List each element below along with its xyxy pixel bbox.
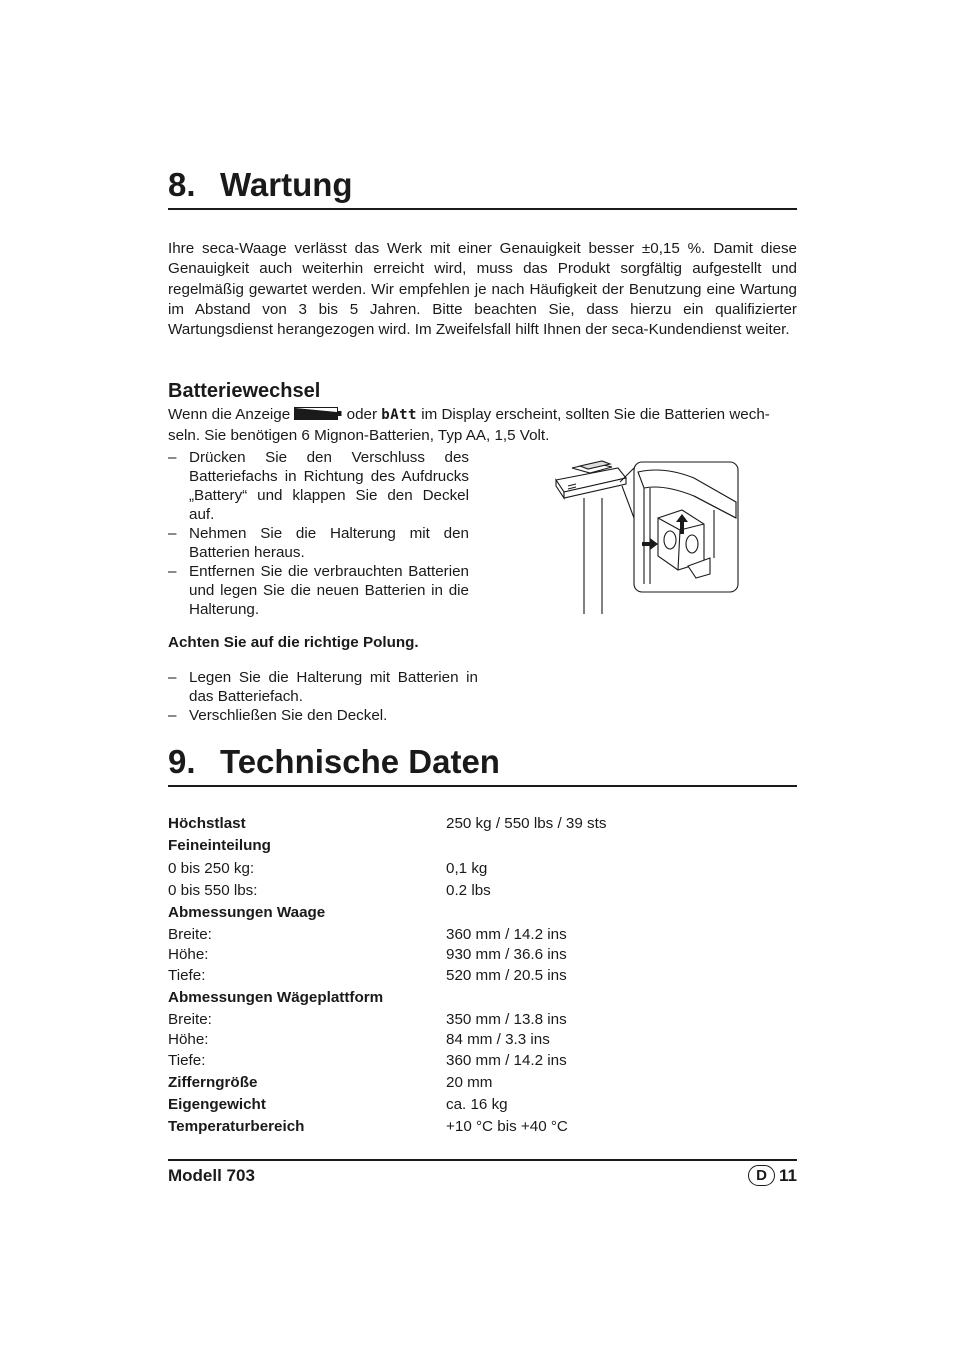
section-8-heading bbox=[168, 166, 797, 210]
table-row: Breite: 350 mm / 13.8 ins bbox=[168, 1011, 567, 1028]
battery-description-2: seln. Sie benötigen 6 Mignon-Batterien, Typ AA, 1,5 Volt. bbox=[168, 427, 550, 444]
display-code: bAtt bbox=[381, 407, 417, 423]
technical-data-table bbox=[168, 815, 606, 1140]
section-9-number: 9. bbox=[168, 743, 196, 780]
section-8-title: Wartung bbox=[220, 166, 353, 203]
battery-text-1: Wenn die Anzeige bbox=[168, 406, 291, 423]
list-item: – Verschließen Sie den Deckel. bbox=[168, 707, 388, 724]
polarity-note: Achten Sie auf die richtige Polung. bbox=[168, 634, 419, 651]
page-number: 11 bbox=[779, 1165, 797, 1185]
table-row: Tiefe: 520 mm / 20.5 ins bbox=[168, 967, 567, 984]
battery-heading: Batteriewechsel bbox=[168, 380, 321, 402]
battery-steps-list bbox=[168, 448, 469, 619]
footer-rule bbox=[168, 1159, 797, 1161]
section-9-heading bbox=[168, 743, 797, 787]
battery-compartment-illustration bbox=[554, 458, 740, 614]
table-row: Breite: 360 mm / 14.2 ins bbox=[168, 926, 567, 943]
list-item: – Drücken Sie den Verschluss des Batteriefachs in Richtung des Aufdrucks „Battery“ und klappen Sie den Deckel auf. bbox=[168, 449, 469, 523]
table-row: Abmessungen Wägeplattform bbox=[168, 989, 384, 1006]
table-row: Abmessungen Waage bbox=[168, 904, 326, 921]
table-row: Feineinteilung bbox=[168, 837, 271, 854]
section-9-title: Technische Daten bbox=[220, 743, 500, 780]
language-badge: D bbox=[748, 1165, 775, 1186]
battery-steps-list-2 bbox=[168, 668, 478, 725]
table-row: Tiefe: 360 mm / 14.2 ins bbox=[168, 1052, 567, 1069]
table-row: Eigengewicht ca. 16 kg bbox=[168, 1096, 508, 1113]
list-item: – Entfernen Sie die verbrauchten Batterien und legen Sie die neuen Batterien in die Halterung. bbox=[168, 563, 469, 618]
battery-text-3: im Display erscheint, sollten Sie die Batterien wech- bbox=[421, 406, 770, 423]
maintenance-paragraph: Ihre seca-Waage verlässt das Werk mit einer Genauigkeit besser ±0,15 %. Damit diese Genauigkeit auch weiterhin erreicht wird, muss das Produkt sorgfältig aufgestellt und regelmäßig gewartet werden. Wir empfehlen je nach Häufigkeit der Benutzung eine Wartung im Abstand von 3 bis 5 Jahren. Bitte beachten Sie, dass hierzu ein qualifizierter Wartungsdienst herangezogen wird. Im Zweifelsfall hilft Ihnen der seca-Kundendienst weiter. bbox=[168, 240, 797, 339]
table-row: Zifferngröße 20 mm bbox=[168, 1074, 493, 1091]
table-row: Höhe: 84 mm / 3.3 ins bbox=[168, 1031, 550, 1048]
table-row: 0 bis 250 kg: 0,1 kg bbox=[168, 860, 488, 877]
section-8-number: 8. bbox=[168, 166, 196, 203]
table-row: Höchstlast 250 kg / 550 lbs / 39 sts bbox=[168, 815, 607, 832]
list-item: – Legen Sie die Halterung mit Batterien in das Batteriefach. bbox=[168, 669, 478, 705]
battery-description bbox=[168, 405, 797, 426]
battery-low-icon bbox=[294, 406, 342, 426]
battery-text-2: oder bbox=[346, 406, 378, 423]
list-item: – Nehmen Sie die Halterung mit den Batterien heraus. bbox=[168, 525, 469, 561]
footer-page-info bbox=[748, 1165, 797, 1186]
table-row: Temperaturbereich +10 °C bis +40 °C bbox=[168, 1118, 568, 1135]
table-row: Höhe: 930 mm / 36.6 ins bbox=[168, 946, 567, 963]
footer-model: Modell 703 bbox=[168, 1166, 255, 1185]
table-row: 0 bis 550 lbs: 0.2 lbs bbox=[168, 882, 491, 899]
